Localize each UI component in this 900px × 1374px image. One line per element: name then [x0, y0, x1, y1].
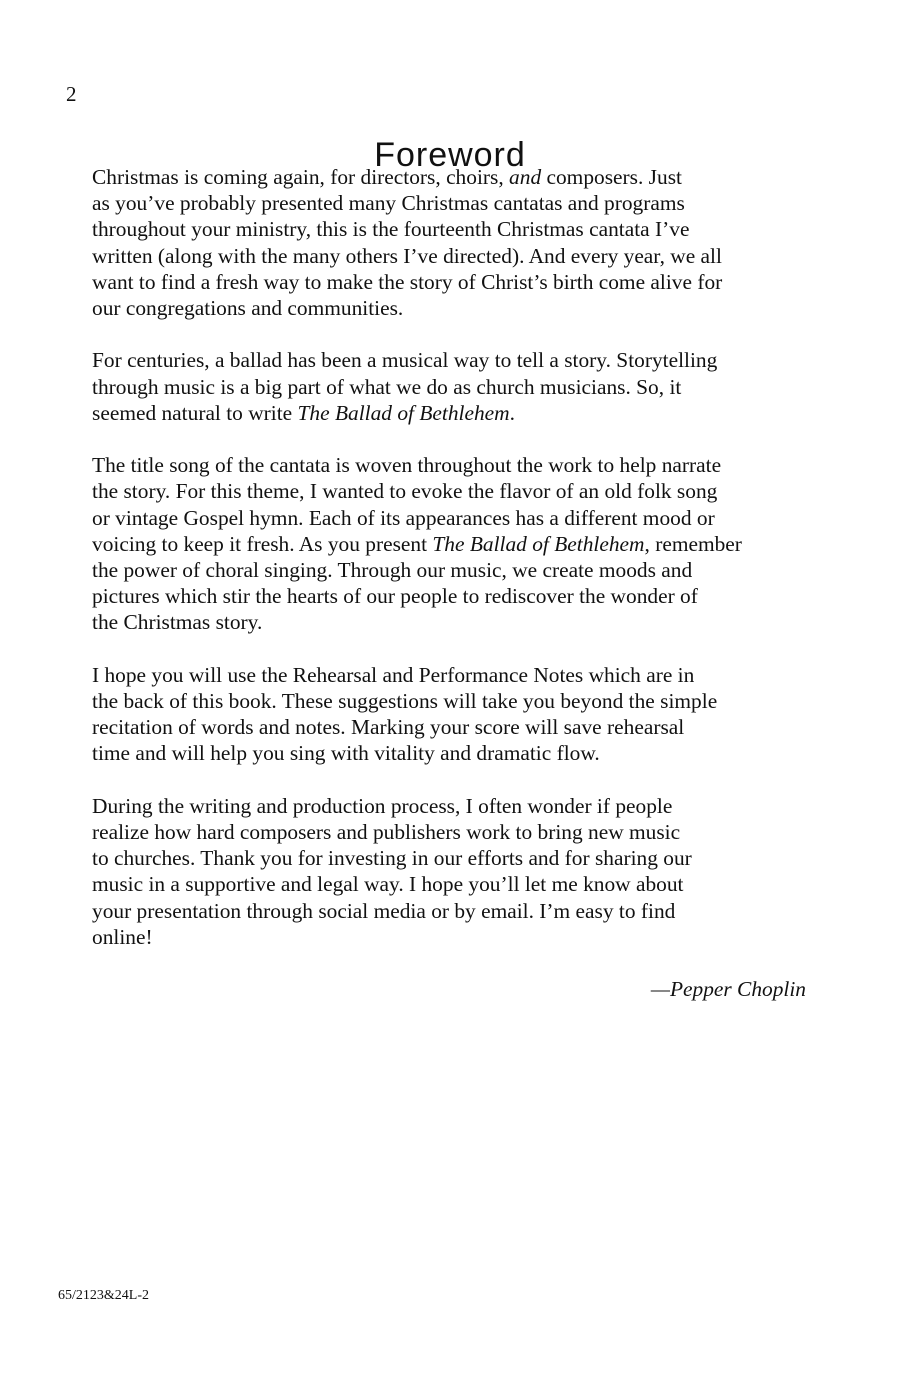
text-line: [92, 164, 822, 190]
page-number: 2: [66, 82, 77, 106]
text-segment: realize how hard composers and publishers work to bring new music: [92, 820, 681, 845]
text-segment: the power of choral singing. Through our music, we create moods and: [92, 558, 693, 583]
text-line: [92, 243, 822, 269]
text-segment: the back of this book. These suggestions will take you beyond the simple: [92, 689, 718, 714]
text-line: [92, 688, 822, 714]
paragraph: [92, 793, 822, 950]
text-line: [92, 557, 822, 583]
foreword-body: [92, 164, 822, 976]
catalog-code: 65/2123&24L-2: [58, 1288, 149, 1303]
paragraph: [92, 662, 822, 767]
text-segment: time and will help you sing with vitality and dramatic flow.: [92, 741, 600, 766]
text-segment: .: [509, 400, 515, 425]
text-segment: I hope you will use the Rehearsal and Performance Notes which are in: [92, 662, 695, 687]
text-segment: our congregations and communities.: [92, 296, 404, 321]
text-line: [92, 871, 822, 897]
text-line: [92, 452, 822, 478]
text-segment: composers. Just: [541, 165, 682, 189]
text-line: [92, 740, 822, 766]
text-segment: want to find a fresh way to make the story of Christ’s birth come alive for: [92, 269, 723, 294]
text-segment: online!: [92, 924, 153, 949]
text-line: [92, 845, 822, 871]
text-line: [92, 347, 822, 373]
text-line: [92, 505, 822, 531]
text-segment: recitation of words and notes. Marking your score will save rehearsal: [92, 715, 685, 740]
text-segment: During the writing and production process, I often wonder if people: [92, 793, 673, 818]
text-segment: seemed natural to write: [92, 400, 298, 425]
text-line: [92, 793, 822, 819]
text-line: [92, 583, 822, 609]
text-segment: music in a supportive and legal way. I hope you’ll let me know about: [92, 872, 684, 897]
text-segment: throughout your ministry, this is the fourteenth Christmas cantata I’ve: [92, 217, 690, 242]
italic-text: The Ballad of Bethlehem: [432, 531, 645, 556]
text-line: [92, 898, 822, 924]
author-signature: —Pepper Choplin: [650, 977, 806, 1001]
text-segment: voicing to keep it fresh. As you present: [92, 531, 433, 556]
paragraph: [92, 164, 822, 321]
text-segment: the story. For this theme, I wanted to evoke the flavor of an old folk song: [92, 479, 718, 504]
text-line: [92, 531, 822, 557]
text-segment: to churches. Thank you for investing in our efforts and for sharing our: [92, 846, 692, 871]
text-line: [92, 924, 822, 950]
text-line: [92, 190, 822, 216]
text-segment: Christmas is coming again, for directors, choirs,: [92, 165, 510, 189]
text-line: [92, 374, 822, 400]
text-line: [92, 400, 822, 426]
paragraph: [92, 452, 822, 635]
text-segment: your presentation through social media or by email. I’m easy to find: [92, 898, 676, 923]
text-line: [92, 295, 822, 321]
text-segment: For centuries, a ballad has been a musical way to tell a story. Storytelling: [92, 348, 718, 373]
text-line: [92, 819, 822, 845]
text-segment: or vintage Gospel hymn. Each of its appearances has a different mood or: [92, 505, 715, 530]
text-segment: pictures which stir the hearts of our people to rediscover the wonder of: [92, 584, 698, 609]
text-segment: , remember: [644, 531, 742, 556]
text-segment: the Christmas story.: [92, 610, 263, 635]
text-segment: written (along with the many others I’ve directed). And every year, we all: [92, 243, 722, 268]
text-line: [92, 714, 822, 740]
text-line: [92, 662, 822, 688]
italic-text: and: [509, 165, 542, 189]
text-segment: through music is a big part of what we do as church musicians. So, it: [92, 374, 682, 399]
text-line: [92, 269, 822, 295]
text-line: [92, 216, 822, 242]
text-line: [92, 478, 822, 504]
page-title: Foreword: [374, 135, 526, 174]
text-segment: The title song of the cantata is woven throughout the work to help narrate: [92, 453, 722, 478]
paragraph: [92, 347, 822, 426]
italic-text: The Ballad of Bethlehem: [297, 400, 510, 425]
text-segment: as you’ve probably presented many Christmas cantatas and programs: [92, 191, 685, 216]
text-line: [92, 609, 822, 635]
